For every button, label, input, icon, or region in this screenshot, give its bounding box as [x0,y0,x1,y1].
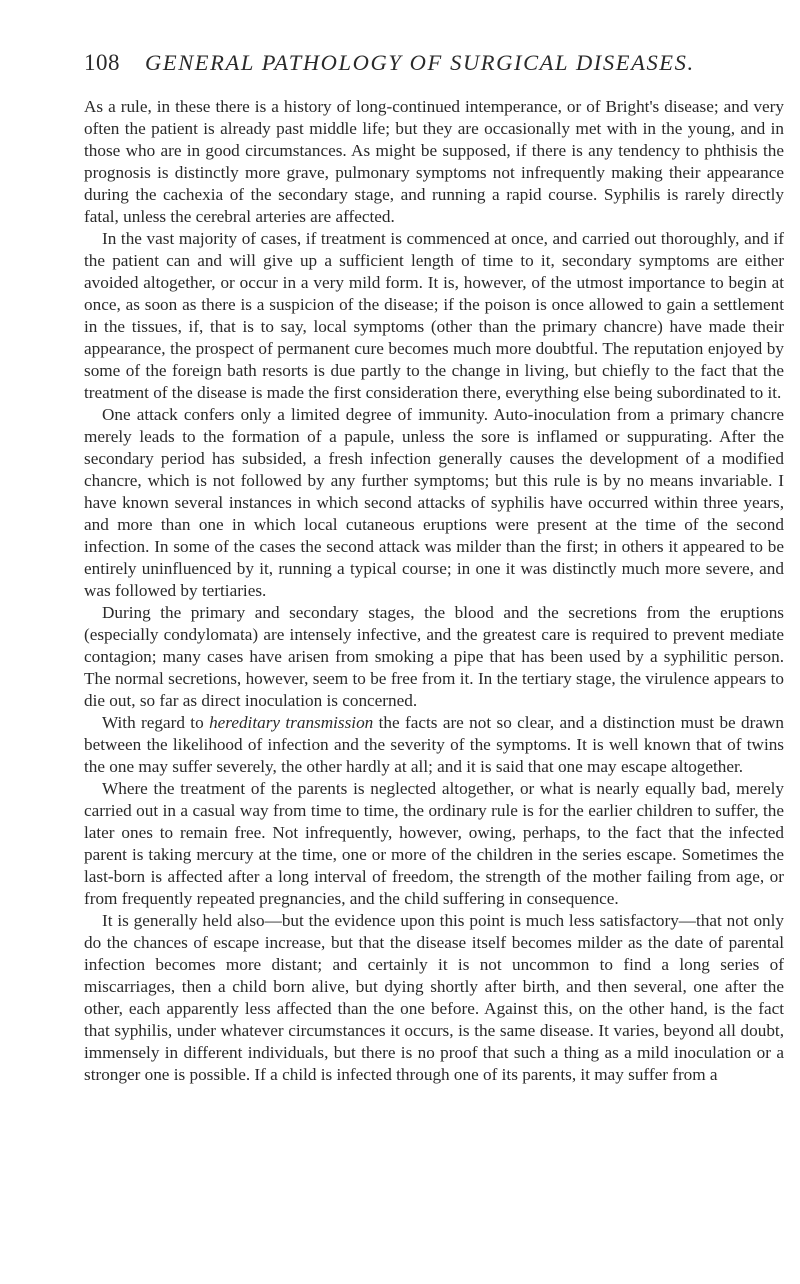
paragraph-5-rest: the facts are not so clear, and a distinction must be drawn between the likelihood of infection and the severity of the symptoms. It is well known that of twins the one may suffer severely, the other hardly at all; and it is said that one may escape altogether. [84,713,784,776]
paragraph-5 [84,712,784,778]
body-text [84,96,784,1086]
paragraph-1: As a rule, in these there is a history of long-continued intemperance, or of Bright's disease; and very often the patient is already past middle life; but they are occasionally met with in the young, and in those who are in good circumstances. As might be supposed, if there is any tendency to phthisis the prognosis is distinctly more grave, pulmonary symptoms not infrequently making their appearance during the cachexia of the secondary stage, and running a rapid course. Syphilis is rarely directly fatal, unless the cerebral arteries are affected. [84,97,784,226]
paragraph-4: During the primary and secondary stages, the blood and the secretions from the eruptions (especially condylomata) are intensely infective, and the greatest care is required to prevent mediate contagion; many cases have arisen from smoking a pipe that has been used by a syphilitic person. The normal secretions, however, seem to be free from it. In the tertiary stage, the virulence appears to die out, so far as direct inoculation is concerned. [84,603,784,710]
paragraph-3: One attack confers only a limited degree of immunity. Auto-inoculation from a primary chancre merely leads to the formation of a papule, unless the sore is inflamed or suppurating. After the secondary period has subsided, a fresh infection generally causes the development of a modified chancre, which is not followed by any further symptoms; but this rule is by no means invariable. I have known several instances in which second attacks of syphilis have occurred within three years, and more than one in which local cutaneous eruptions were present at the time of the second infection. In some of the cases the second attack was milder than the first; in others it appeared to be entirely uninfluenced by it, running a typical course; in one it was distinctly much more severe, and was followed by tertiaries. [84,405,784,600]
running-title: GENERAL PATHOLOGY OF SURGICAL DISEASES. [145,50,695,75]
paragraph-5-lead: With regard to [102,713,210,732]
paragraph-6: Where the treatment of the parents is neglected altogether, or what is nearly equally bad, merely carried out in a casual way from time to time, the ordinary rule is for the earlier children to suffer, the later ones to remain free. Not infrequently, however, owing, perhaps, to the fact that the infected parent is taking mercury at the time, one or more of the children in the series escape. Sometimes the last-born is affected after a long interval of freedom, the strength of the mother failing from age, or from frequently repeated pregnancies, and the child suffering in consequence. [84,779,784,908]
page-number: 108 [84,50,120,75]
running-head [84,50,784,84]
italic-term: hereditary transmission [209,713,374,732]
paragraph-2: In the vast majority of cases, if treatment is commenced at once, and carried out thoroughly, and if the patient can and will give up a sufficient length of time to it, secondary symptoms are either avoided altogether, or occur in a very mild form. It is, however, of the utmost importance to begin at once, as soon as there is a suspicion of the disease; if the poison is once allowed to gain a settlement in the tissues, if, that is to say, local symptoms (other than the primary chancre) have made their appearance, the prospect of permanent cure becomes much more doubtful. The reputation enjoyed by some of the foreign bath resorts is due partly to the change in living, but chiefly to the fact that the treatment of the disease is made the first consideration there, everything else being subordinated to it. [84,229,784,402]
paragraph-7: It is generally held also—but the evidence upon this point is much less satisfactory—that not only do the chances of escape increase, but that the disease itself becomes milder as the date of parental infection becomes more distant; and certainly it is not uncommon to find a long series of miscarriages, then a child born alive, but dying shortly after birth, and then several, one after the other, each apparently less affected than the one before. Against this, on the other hand, is the fact that syphilis, under whatever circumstances it occurs, is the same disease. It varies, beyond all doubt, immensely in different individuals, but there is no proof that such a thing as a mild inoculation or a stronger one is possible. If a child is infected through one of its parents, it may suffer from a [84,911,784,1084]
